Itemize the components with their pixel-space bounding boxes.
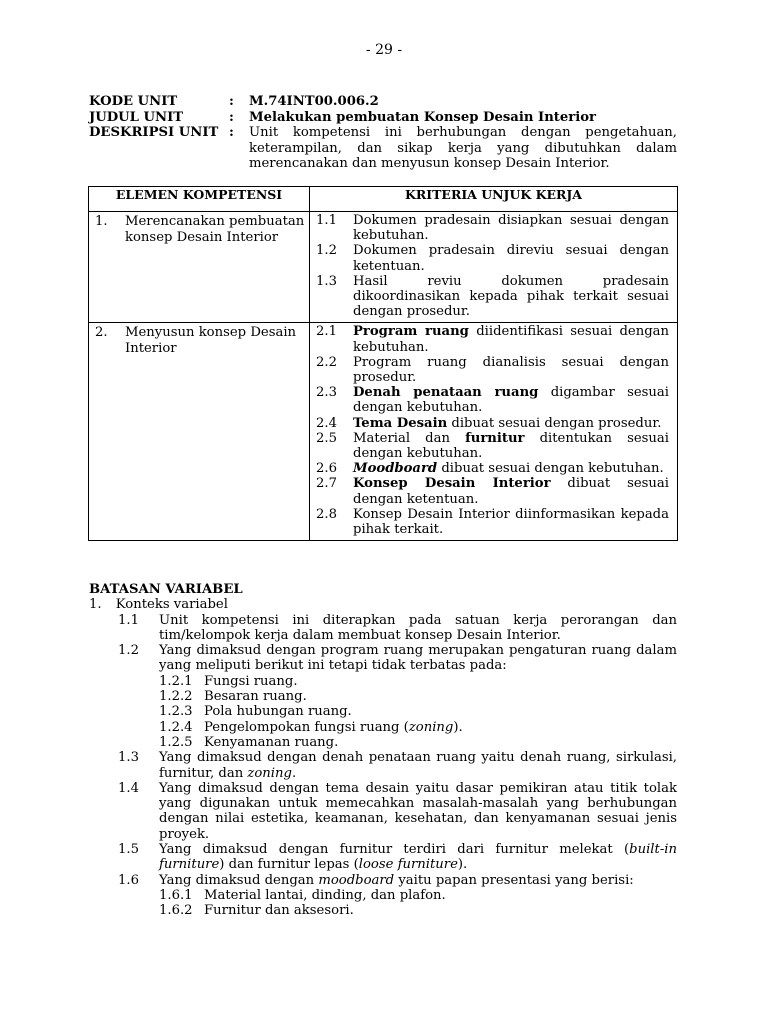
paragraph-term: built-in furniture [159,842,677,873]
paragraph-number: 1.6 [118,872,139,888]
criteria-text: Program ruang dianalisis sesuai dengan prosedur. [353,354,669,386]
item-number: 1.2.1 [159,673,193,689]
criteria-cell [310,212,677,322]
element-number: 1. [95,214,108,229]
judul-unit-label: JUDUL UNIT [89,110,184,125]
criteria-number: 2.3 [316,385,337,401]
kode-unit-label: KODE UNIT [89,94,178,109]
paragraph-text: Unit kompetensi ini diterapkan pada satuan kerja perorangan dan tim/kelompok kerja dalam membuat konsep Desain Interior. [159,612,677,643]
criteria-text: Dokumen pradesain disiapkan sesuai dengan kebutuhan. [353,213,669,244]
criteria-number: 2.2 [316,354,337,370]
paragraph-1-3 [89,750,677,781]
paragraph-text: Yang dimaksud dengan denah penataan ruang yaitu denah ruang, sirkulasi, furnitur, dan [159,750,677,781]
element-text: Merencanakan pembuatan konsep Desain Interior [125,214,305,245]
criteria-item [310,385,669,415]
item-label: Konteks variabel [115,597,228,613]
paragraph-1-1 [89,613,677,644]
criteria-number: 2.7 [316,476,337,492]
criteria-term: furnitur [465,430,525,446]
paragraph-number: 1.3 [118,750,139,766]
colon: : [229,110,234,125]
batasan-variabel-section [89,582,677,919]
paragraph-text: yaitu papan presentasi yang berisi: [394,872,634,888]
criteria-text: dibuat sesuai dengan ketentuan. [353,476,669,507]
item-text: Kenyamanan ruang. [204,734,339,750]
list-item [89,597,677,612]
paragraph-1-4 [89,781,677,842]
item-number: 1. [89,597,102,613]
item-text: Fungsi ruang. [204,673,298,689]
criteria-term: Tema Desain [353,415,448,431]
table-row [89,323,678,541]
criteria-text: diidentifikasi sesuai dengan kebutuhan. [353,324,669,355]
kode-unit-value: M.74INT00.006.2 [249,94,379,109]
colon: : [229,125,234,140]
judul-unit-row [89,110,679,126]
paragraph-text: ) dan furnitur lepas ( [219,857,359,873]
criteria-number: 2.6 [316,461,337,477]
criteria-number: 2.1 [316,324,337,340]
item-text: Besaran ruang. [204,689,307,705]
paragraph-number: 1.4 [118,780,139,796]
list-item [89,735,677,750]
criteria-number: 1.2 [316,243,337,259]
item-text: Pola hubungan ruang. [204,704,352,720]
criteria-item [310,476,669,506]
judul-unit-value: Melakukan pembuatan Konsep Desain Interior [249,110,596,125]
criteria-text: Material dan [353,430,466,446]
paragraph-term: moodboard [318,872,395,888]
table-row [89,212,678,323]
kode-unit-row [89,94,679,110]
criteria-text: Dokumen pradesain direviu sesuai dengan ketentuan. [353,243,669,274]
criteria-text: dibuat sesuai dengan prosedur. [447,415,662,431]
criteria-item [310,243,669,273]
paragraph-1-6 [89,873,677,888]
element-number: 2. [95,325,108,341]
criteria-text: digambar sesuai dengan kebutuhan. [353,385,669,416]
table-header-row [89,187,678,212]
item-number: 1.2.4 [159,719,193,735]
paragraph-number: 1.5 [118,842,139,858]
criteria-item [310,274,669,320]
section-title: BATASAN VARIABEL [89,582,243,597]
criteria-term: Denah penataan ruang [353,385,539,401]
column-header-kriteria: KRITERIA UNJUK KERJA [310,187,678,212]
column-header-elemen: ELEMEN KOMPETENSI [89,187,310,212]
criteria-item [310,461,669,476]
criteria-item [310,213,669,243]
criteria-term: Moodboard [353,461,438,477]
paragraph-1-5 [89,842,677,873]
list-item [89,903,677,918]
criteria-cell [310,323,677,540]
paragraph-text: Yang dimaksud dengan program ruang merupakan pengaturan ruang dalam yang meliputi berikut ini tetapi tidak terbatas pada: [159,643,677,674]
list-item [89,720,677,735]
item-number: 1.2.5 [159,734,193,750]
paragraph-text: ). [457,857,468,873]
item-number: 1.6.2 [159,903,193,919]
paragraph-text: . [291,765,297,781]
criteria-text: ditentukan sesuai dengan kebutuhan. [353,430,669,462]
paragraph-term: zoning [247,765,292,781]
criteria-text: Hasil reviu dokumen pradesain dikoordinasikan kepada pihak terkait sesuai dengan prosedur. [353,273,669,320]
paragraph-number: 1.2 [118,643,139,659]
paragraph-term: loose furniture [358,857,458,873]
paragraph-text: Yang dimaksud dengan furnitur terdiri dari furnitur melekat ( [159,842,630,858]
item-number: 1.6.1 [159,887,193,903]
criteria-number: 1.1 [316,213,337,228]
item-number: 1.2.3 [159,704,193,720]
list-item [89,674,677,689]
element-cell [89,212,309,249]
colon: : [229,94,234,109]
criteria-item [310,431,669,461]
criteria-text: Konsep Desain Interior diinformasikan kepada pihak terkait. [353,506,669,538]
criteria-number: 2.5 [316,430,337,446]
paragraph-number: 1.1 [118,612,139,628]
paragraph-text: Yang dimaksud dengan [159,872,319,888]
criteria-item [310,416,669,431]
criteria-item [310,507,669,537]
element-text: Menyusun konsep Desain Interior [125,325,297,356]
competency-table [88,186,678,541]
list-item [89,689,677,704]
item-term: zoning [408,719,454,735]
deskripsi-unit-row [89,125,679,173]
criteria-term: Konsep Desain Interior [353,476,551,492]
item-text: Furnitur dan aksesori. [204,903,354,919]
deskripsi-unit-label: DESKRIPSI UNIT [89,125,219,140]
page-number: - 29 - [365,42,403,58]
criteria-number: 2.8 [316,506,337,522]
criteria-text: dibuat sesuai dengan kebutuhan. [437,461,664,477]
deskripsi-unit-value: Unit kompetensi ini berhubungan dengan pengetahuan, keterampilan, dan sikap kerja yang dibutuhkan dalam merencanakan dan menyusun konsep Desain Interior. [249,125,677,171]
item-text: Material lantai, dinding, dan plafon. [204,887,446,903]
list-item [89,888,677,903]
item-text: Pengelompokan fungsi ruang ( [204,719,409,735]
paragraph-text: Yang dimaksud dengan tema desain yaitu dasar pemikiran atau titik tolak yang digunakan untuk memecahkan masalah-masalah yang berhubungan dengan nilai estetika, keamanan, kesehatan, dan kenyamanan sesuai jenis proyek. [159,780,677,842]
item-text: ). [453,719,463,735]
element-cell [89,323,309,360]
criteria-item [310,324,669,354]
paragraph-1-2 [89,643,677,674]
criteria-number: 1.3 [316,273,337,289]
list-item [89,704,677,719]
item-number: 1.2.2 [159,689,193,705]
criteria-number: 2.4 [316,415,337,431]
criteria-term: Program ruang [353,324,469,340]
criteria-item [310,355,669,385]
